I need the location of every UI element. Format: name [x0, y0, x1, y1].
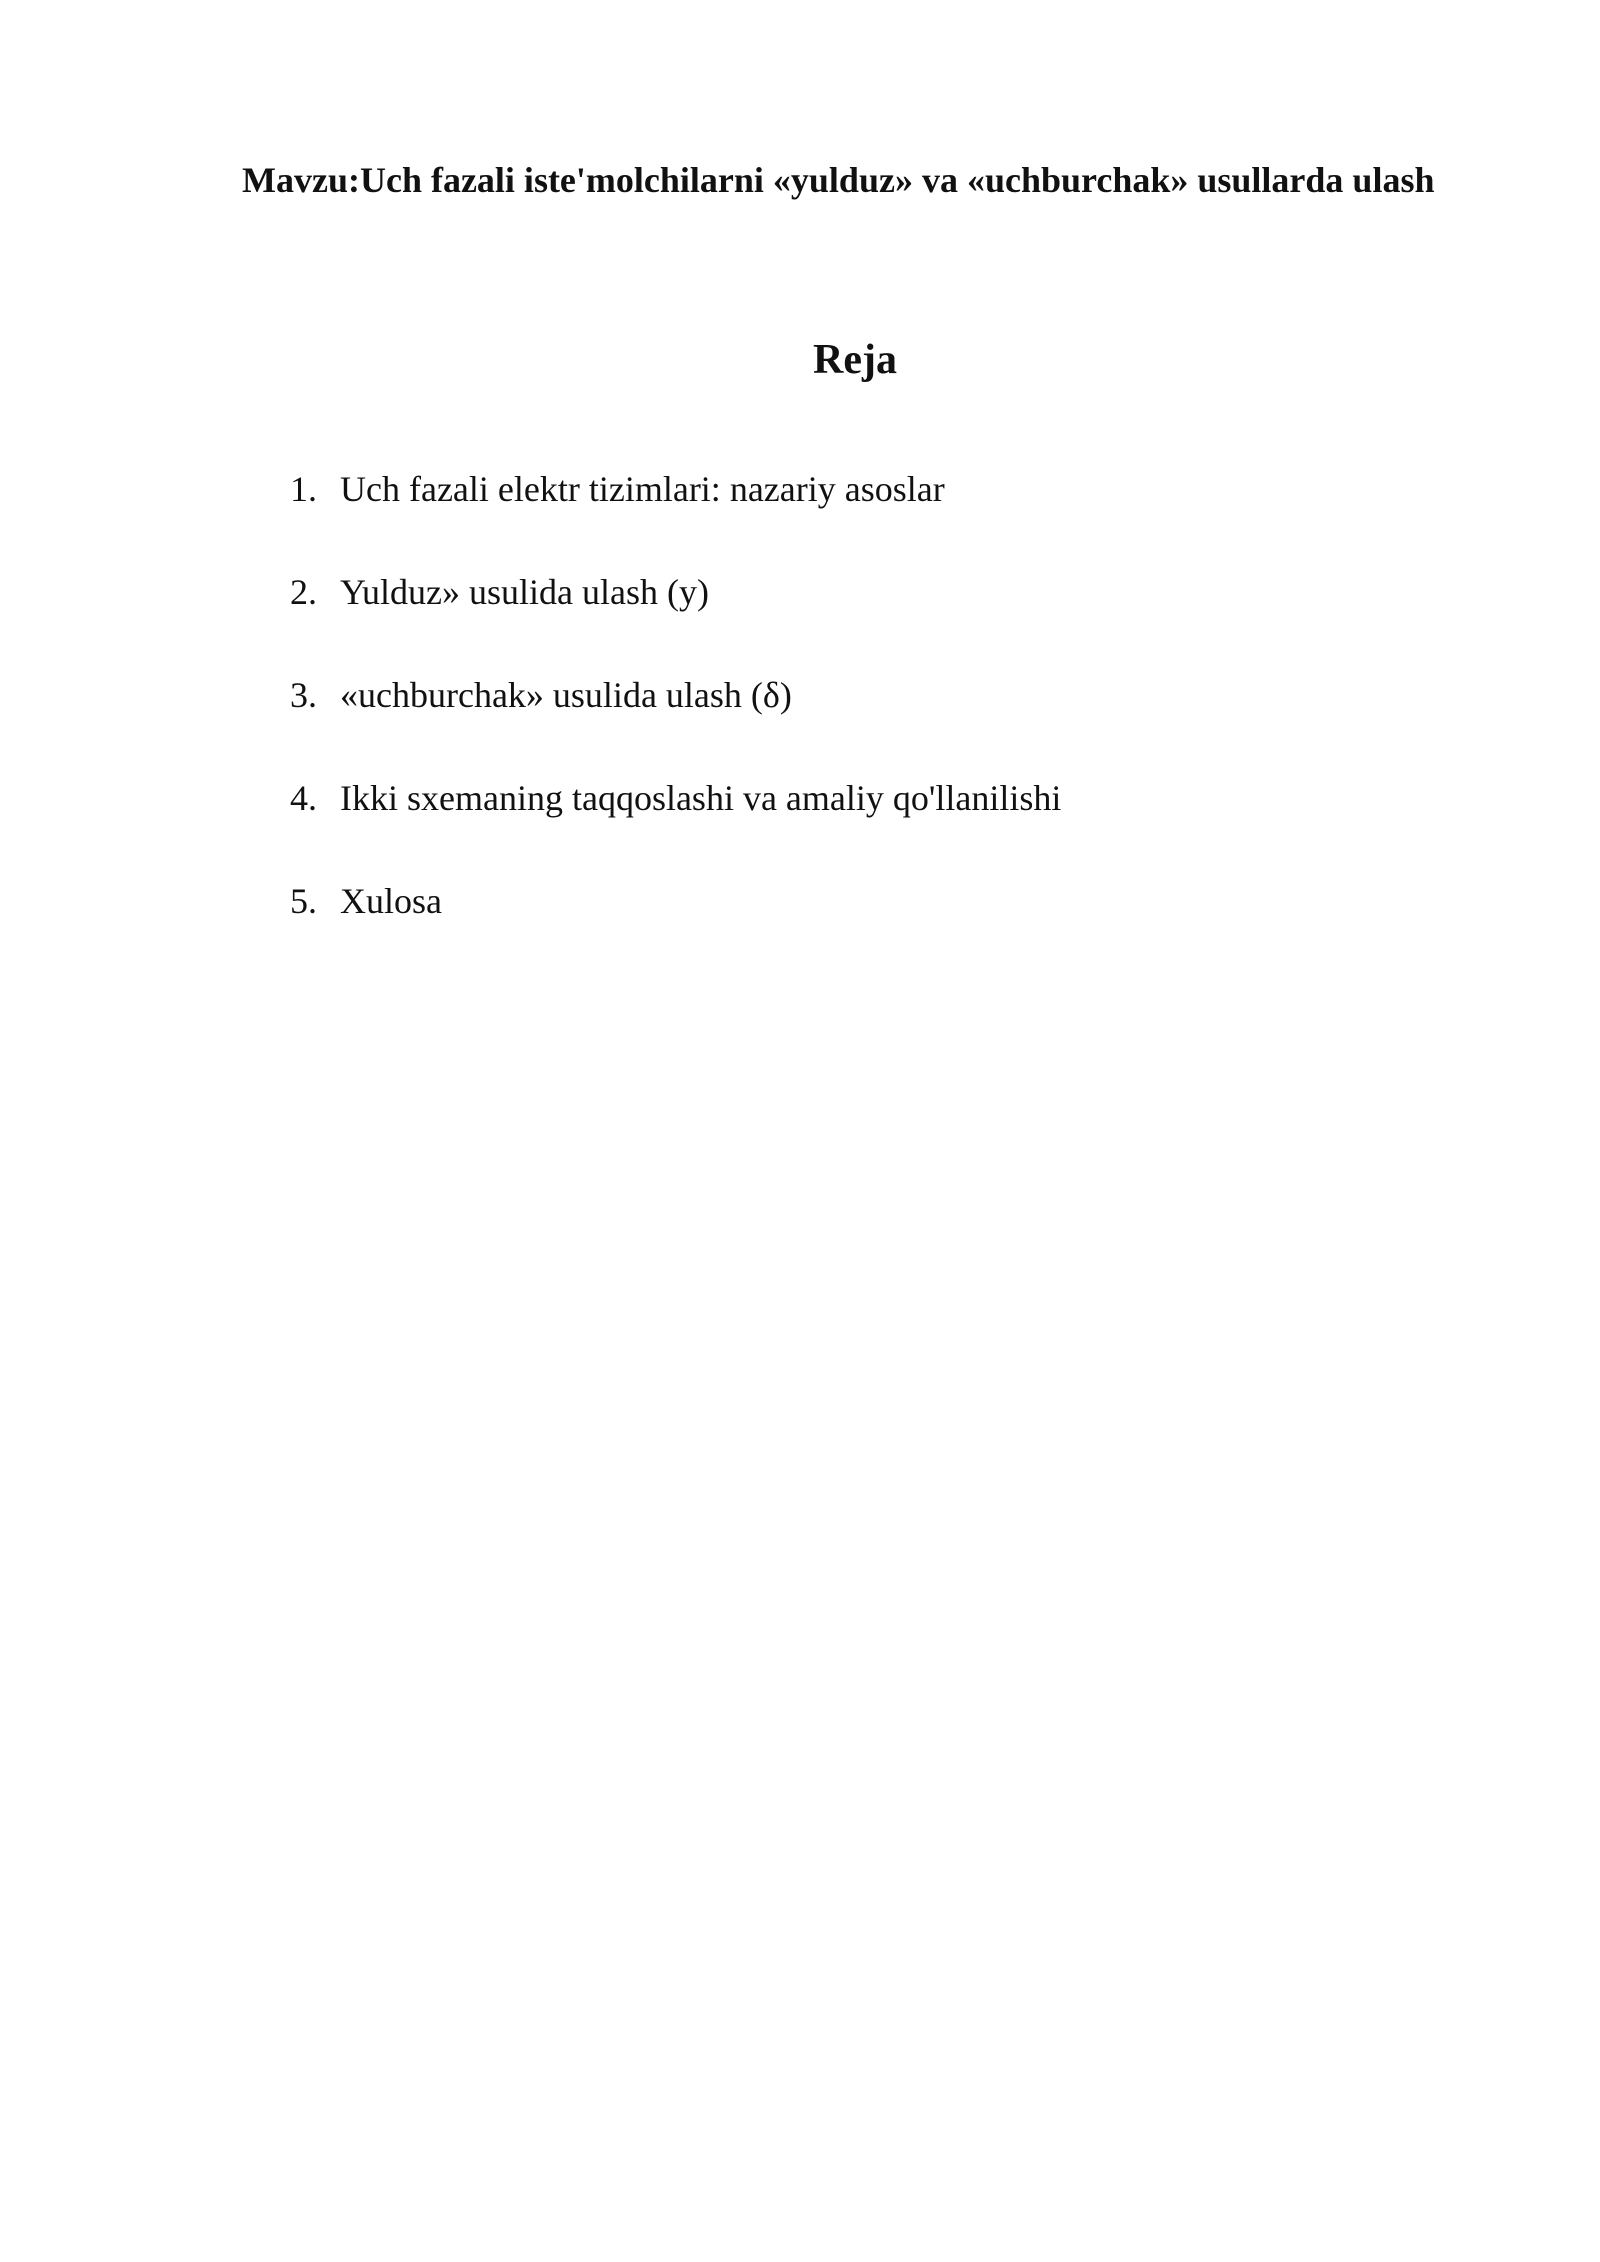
plan-item-text: Yulduz» usulida ulash (y) [340, 572, 709, 612]
plan-item-text: Uch fazali elektr tizimlari: nazariy asoslar [340, 469, 945, 509]
plan-item-number: 5. [290, 881, 317, 921]
plan-item-number: 1. [290, 469, 317, 509]
plan-item [290, 459, 1390, 562]
plan-item [290, 665, 1390, 768]
topic-title: Mavzu:Uch fazali iste'molchilarni «yulduz» va «uchburchak» usullarda ulash [242, 160, 1435, 200]
plan-item [290, 562, 1390, 665]
plan-item-text: Ikki sxemaning taqqoslashi va amaliy qo'llanilishi [340, 778, 1062, 818]
plan-item-number: 4. [290, 778, 317, 818]
plan-heading: Reja [813, 337, 897, 383]
plan-list [290, 459, 1390, 974]
plan-item [290, 871, 1390, 974]
plan-item-number: 2. [290, 572, 317, 612]
plan-item-text: «uchburchak» usulida ulash (δ) [340, 675, 792, 715]
plan-item-number: 3. [290, 675, 317, 715]
plan-item-text: Xulosa [340, 881, 442, 921]
plan-item [290, 768, 1390, 871]
